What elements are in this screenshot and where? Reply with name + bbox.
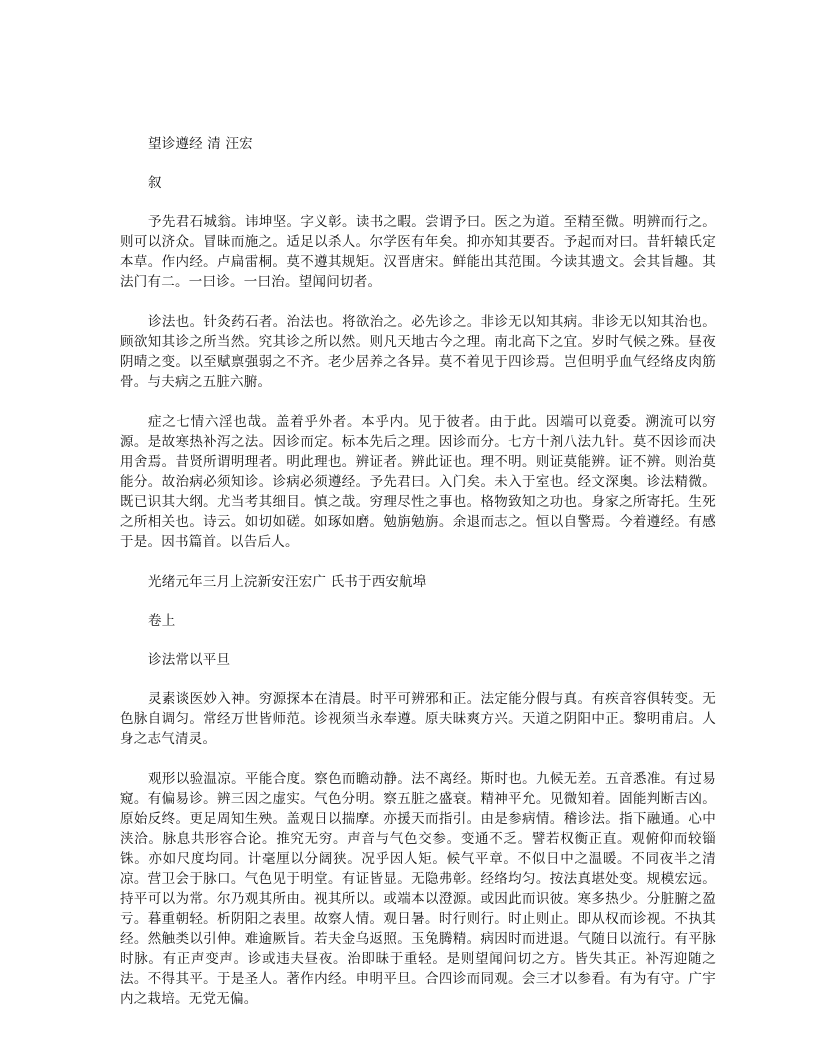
section-paragraph-1: 灵素谈医妙入神。穷源探本在清晨。时平可辨邪和正。法定能分假与真。有疾音容俱转变。无 色脉自调匀。常经万世皆师范。诊视须当永奉遵。原夫昧爽方兴。天道之阴阳中正。黎明甫启。人身之志气清灵。 <box>120 691 716 747</box>
preface-paragraph-3: 症之七情六淫也哉。盖着乎外者。本乎内。见于彼者。由于此。因端可以竟委。溯流可以穷源。是故寒热补泻之法。因诊而定。标本先后之理。因诊而分。七方十剂八法九针。莫不因诊而决用舍焉。昔贤所谓明理者。明此理也。辨证者。辨此证也。理不明。则证莫能辨。证不辨。则治莫能分。故治病必须知诊。诊病必须遵经。予先君曰。入门矣。未入于室也。经文深奥。诊法精微。既已识其大纲。尤当考其细目。慎之哉。穷理尽性之事也。格物致知之功也。身家之所寄托。生死之所相关也。诗云。如切如磋。如琢如磨。勉旃勉旃。余退而志之。恒以自警焉。今着遵经。有感于是。因书篇首。以告后人。 <box>120 414 716 550</box>
section-paragraph-2: 观形以验温凉。平能合度。察色而瞻动静。法不离经。斯时也。九候无差。五音悉准。有过易窥。有偏易诊。辨三因之虚实。气色分明。察五脏之盛衰。精神平允。见微知着。固能判断吉凶。原始反终。更足周知生殃。盖观日以揣摩。亦援天而指引。由是参病情。稽诊法。指下融通。心中浃洽。脉息共形容合论。推究无穷。声音与气色交参。变通不乏。譬若权衡正直。观俯仰而较锱铢。亦如尺度均同。计毫厘以分阔狭。况乎因人矩。候气平章。不似日中之温暖。不同夜半之清凉。营卫会于脉口。气色见于明堂。有证皆显。无隐弗彰。经络均匀。按法真堪处变。规模宏远。持平可以为常。尔乃观其所由。视其所以。或端本以澄源。或因此而识彼。寒多热少。分脏腑之盈亏。暮重朝轻。析阴阳之表里。故察人情。观日暑。时行则行。时止则止。即从权而诊视。不执其经。然触类以引伸。难逾厥旨。若夫金乌返照。玉兔腾精。病因时而进退。气随日以流行。有平脉时脉。有正声变声。诊或违夫昼夜。治即昧于重轻。是则望闻问切之方。皆失其正。补泻迎随之法。不得其平。于是圣人。著作内经。申明平旦。合四诊而同观。会三才以参看。有为有守。广宇内之栽培。无党无偏。 <box>120 771 716 1007</box>
volume-heading: 卷上 <box>148 613 176 629</box>
section-heading: 诊法常以平旦 <box>148 652 231 668</box>
book-title: 望诊遵经 清 汪宏 <box>148 136 253 152</box>
preface-paragraph-1: 予先君石城翁。讳坤坚。字义彰。读书之暇。尝谓予曰。医之为道。至精至微。明辨而行之。则可以济众。冒昧而施之。适足以杀人。尔学医有年矣。抑亦知其要否。予起而对曰。昔轩辕氏定本草。作内经。卢扁雷桐。莫不遵其规矩。汉晋唐宋。鲜能出其范围。今读其遗文。会其旨趣。其法门有二。一曰诊。一曰治。望闻问切者。 <box>120 214 716 290</box>
signature-line: 光绪元年三月上浣新安汪宏广 氏书于西安航埠 <box>148 574 427 590</box>
preface-heading: 叙 <box>148 175 162 191</box>
preface-paragraph-2: 诊法也。针灸药石者。治法也。将欲治之。必先诊之。非诊无以知其病。非诊无以知其治也。顾欲知其诊之所当然。究其诊之所以然。则凡天地古今之理。南北高下之宜。岁时气候之殊。昼夜阴晴之变。以至赋禀强弱之不齐。老少居养之各异。莫不着见于四诊焉。岂但明乎血气经络皮肉筋骨。与夫病之五脏六腑。 <box>120 314 716 390</box>
